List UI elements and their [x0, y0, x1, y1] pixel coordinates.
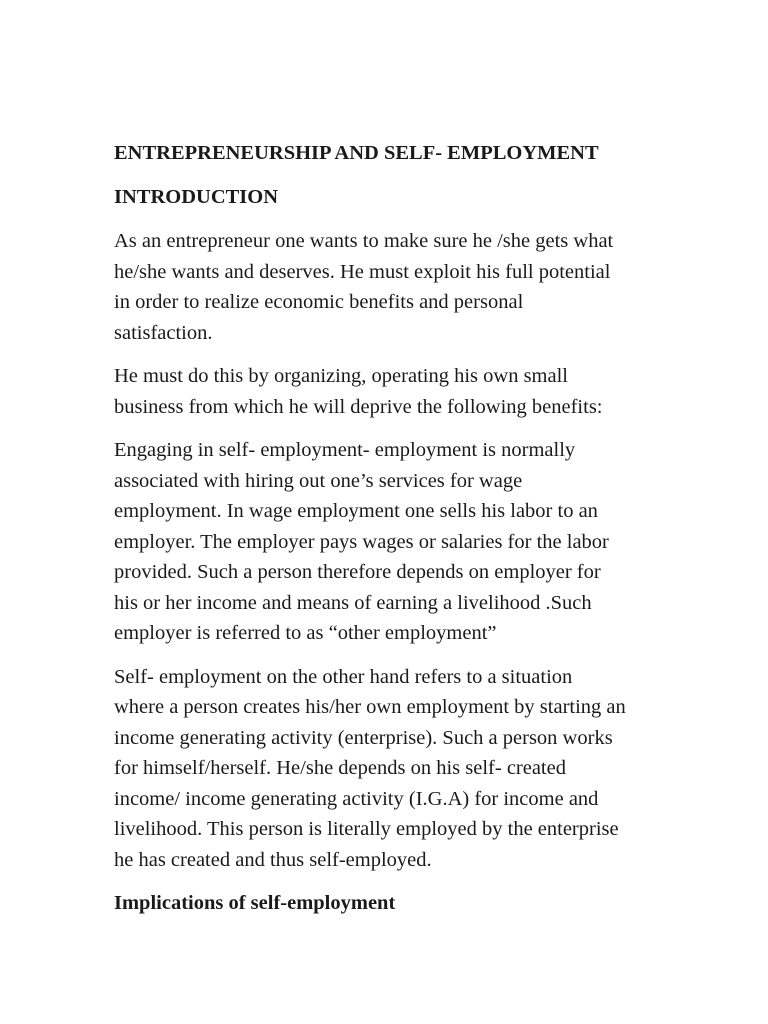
paragraph-4 [114, 662, 694, 876]
text-line: He must do this by organizing, operating his own small [114, 365, 568, 387]
text-line: employment. In wage employment one sells his labor to an [114, 500, 598, 522]
text-line: income/ income generating activity (I.G.A) for income and [114, 787, 599, 810]
text-line: he/she wants and deserves. He must exploit his full potential [114, 260, 611, 283]
text-line: satisfaction. [114, 321, 213, 344]
text-line: where a person creates his/her own employment by starting an [114, 696, 626, 718]
text-line: As an entrepreneur one wants to make sure he /she gets what [114, 230, 614, 252]
text-line: associated with hiring out one’s services for wage [114, 469, 523, 492]
text-line: employer. The employer pays wages or salaries for the labor [114, 530, 609, 553]
document-title: ENTREPRENEURSHIP AND SELF- EMPLOYMENT [114, 142, 599, 164]
text-line: he has created and thus self-employed. [114, 848, 432, 871]
text-line: business from which he will deprive the following benefits: [114, 395, 603, 418]
paragraph-2 [114, 361, 694, 422]
document-page [114, 138, 694, 918]
text-line: Self- employment on the other hand refers to a situation [114, 665, 573, 688]
text-line: Engaging in self- employment- employment is normally [114, 439, 576, 461]
text-line: his or her income and means of earning a livelihood .Such [114, 591, 592, 614]
text-line: for himself/herself. He/she depends on his self- created [114, 757, 566, 779]
text-line: livelihood. This person is literally employed by the enterprise [114, 818, 619, 840]
section-heading-introduction: INTRODUCTION [114, 186, 279, 208]
text-line: provided. Such a person therefore depends on employer for [114, 561, 601, 583]
paragraph-1 [114, 226, 694, 348]
text-line: employer is referred to as “other employment” [114, 622, 497, 644]
text-line: in order to realize economic benefits and personal [114, 291, 524, 313]
text-line: income generating activity (enterprise). Such a person works [114, 726, 613, 749]
subheading-implications: Implications of self-employment [114, 892, 396, 914]
paragraph-3 [114, 435, 694, 649]
